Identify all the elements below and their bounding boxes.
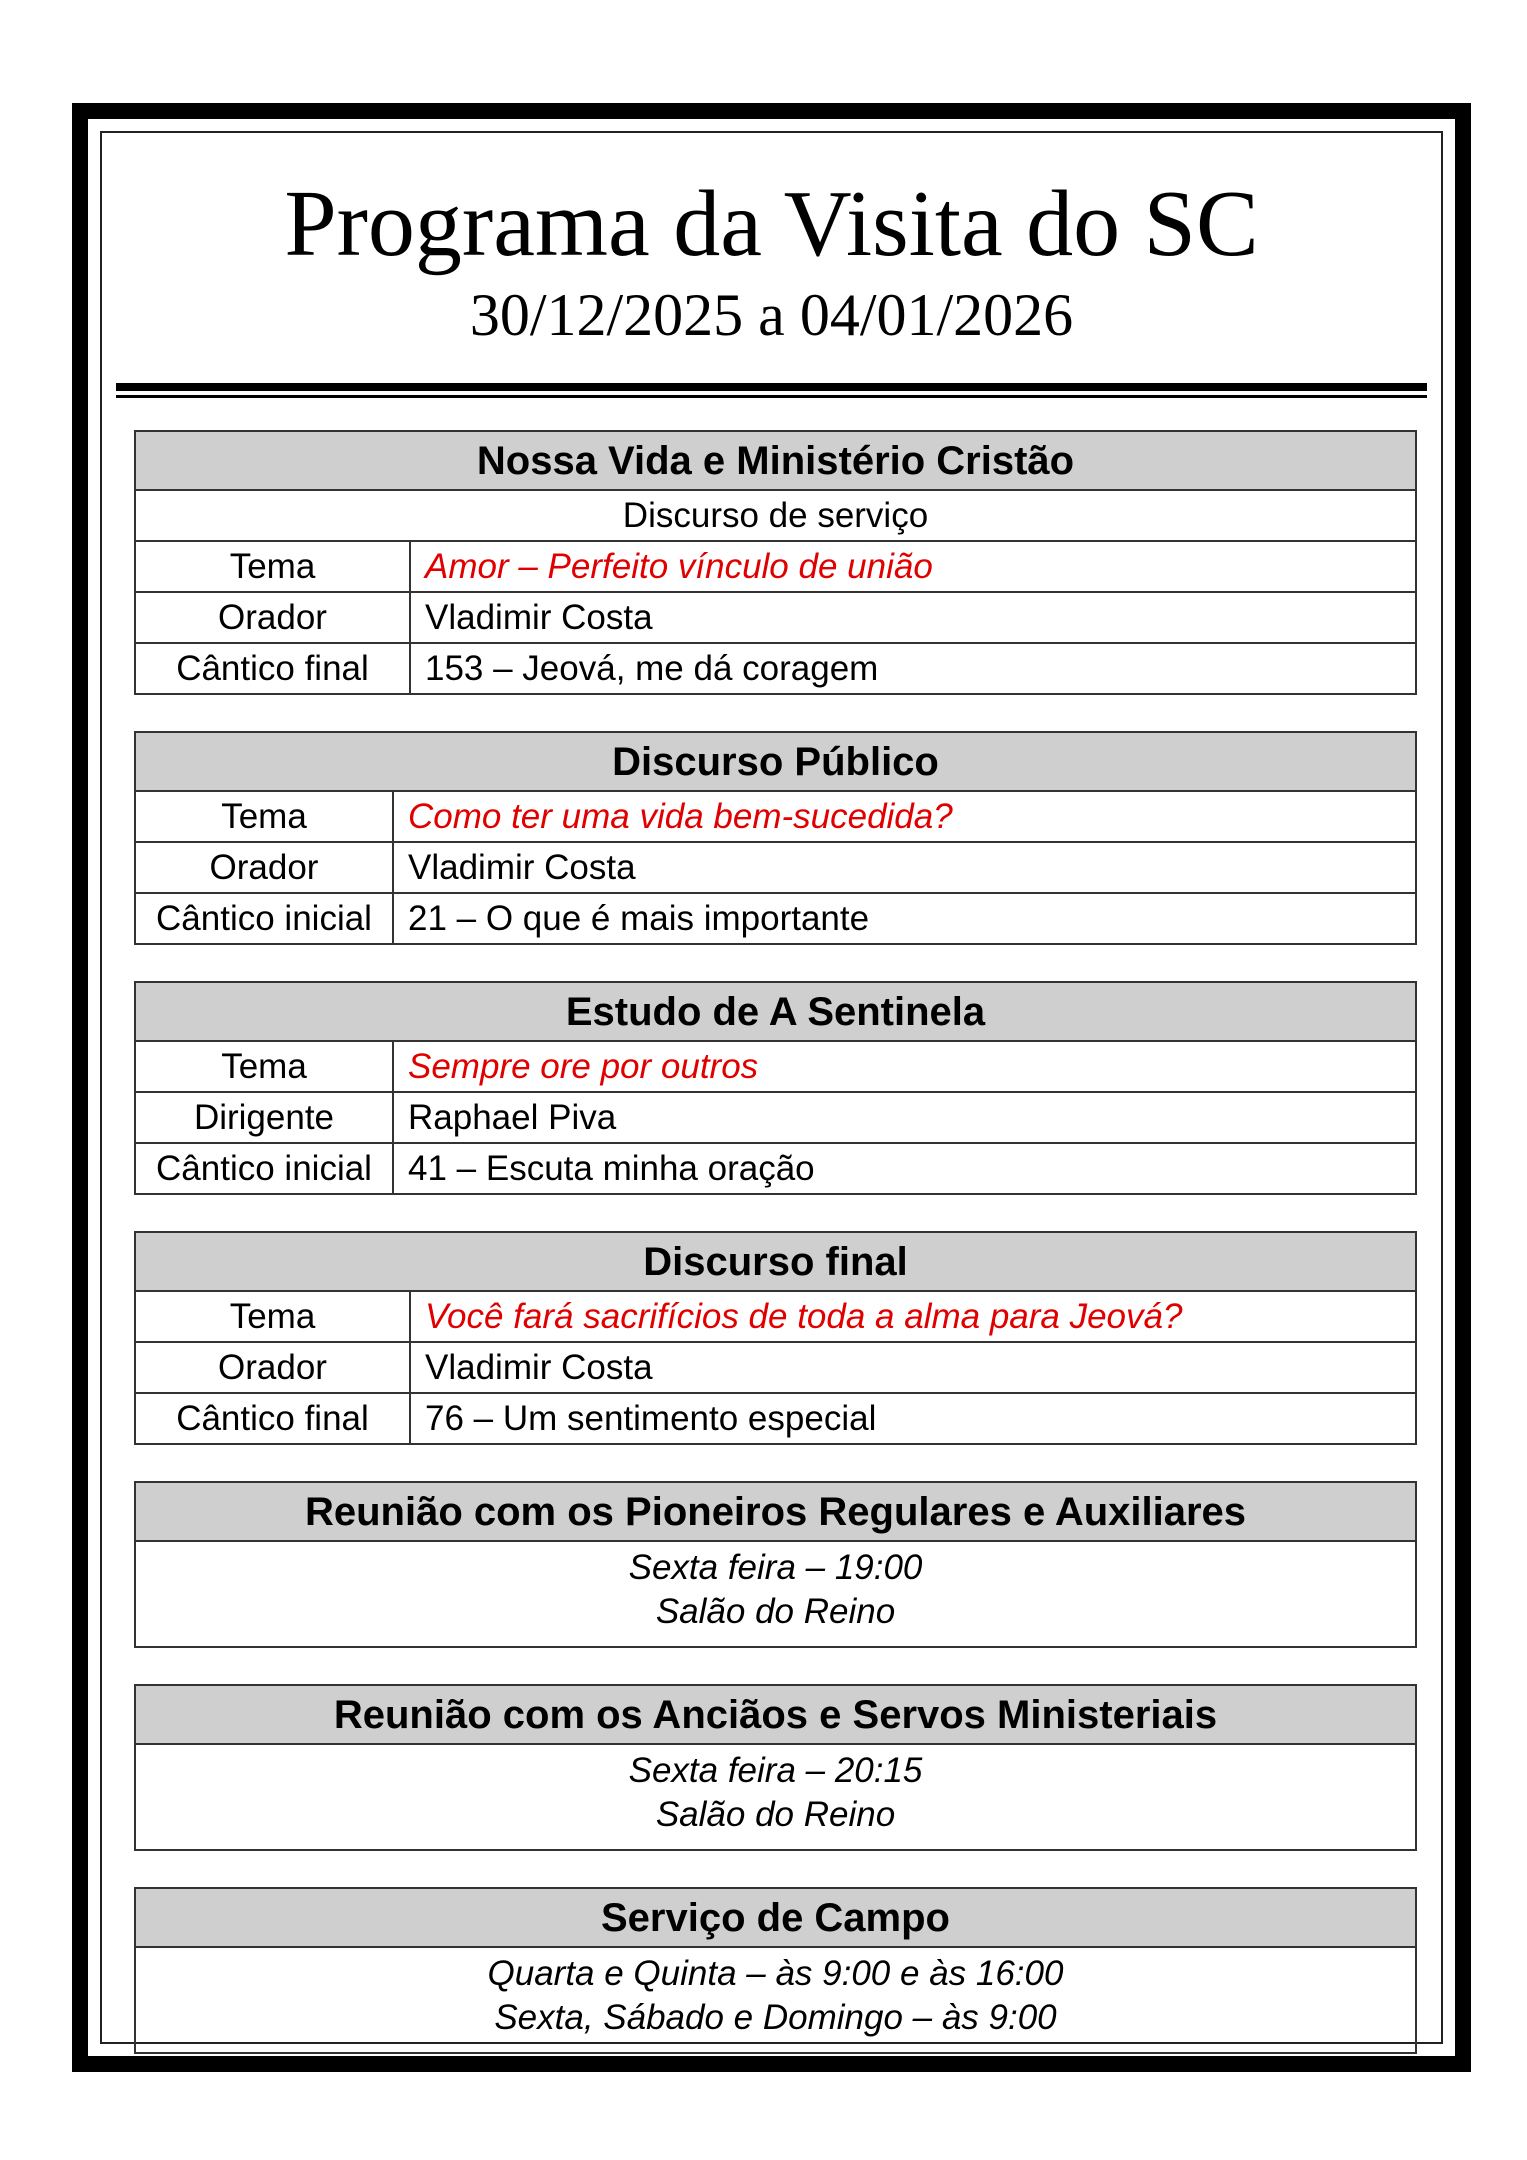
- table-row: [135, 893, 1416, 944]
- schedule-line: Sexta, Sábado e Domingo – às 9:00: [494, 1998, 1057, 2037]
- row-value: 21 – O que é mais importante: [393, 893, 1416, 944]
- row-label: Tema: [135, 1041, 393, 1092]
- row-value: 153 – Jeová, me dá coragem: [410, 643, 1416, 694]
- row-label: Orador: [135, 1342, 410, 1393]
- table-row: [135, 791, 1416, 842]
- schedule-line: Quarta e Quinta – às 9:00 e às 16:00: [487, 1954, 1064, 1993]
- section-header: Estudo de A Sentinela: [135, 982, 1416, 1041]
- table-row: [135, 1041, 1416, 1092]
- section-reuniao-anciaos: [134, 1684, 1417, 1851]
- row-label: Tema: [135, 541, 410, 592]
- section-header: Reunião com os Anciãos e Servos Ministeriais: [135, 1685, 1416, 1744]
- section-header: Nossa Vida e Ministério Cristão: [135, 431, 1416, 490]
- section-servico-campo: [134, 1887, 1417, 2054]
- divider-thin: [116, 395, 1427, 398]
- inner-border: [100, 131, 1443, 2044]
- row-label: Tema: [135, 791, 393, 842]
- section-subtitle: Discurso de serviço: [135, 490, 1416, 541]
- table-row: [135, 1291, 1416, 1342]
- row-value: Raphael Piva: [393, 1092, 1416, 1143]
- section-reuniao-pioneiros: [134, 1481, 1417, 1648]
- table-row: [135, 1143, 1416, 1194]
- section-header: Discurso Público: [135, 732, 1416, 791]
- row-value: Vladimir Costa: [393, 842, 1416, 893]
- table-row: [135, 1342, 1416, 1393]
- row-label: Cântico final: [135, 643, 410, 694]
- table-row: [135, 1092, 1416, 1143]
- row-label: Cântico final: [135, 1393, 410, 1444]
- row-value: Amor – Perfeito vínculo de união: [410, 541, 1416, 592]
- section-nossa-vida: [134, 430, 1417, 695]
- row-value: Você fará sacrifícios de toda a alma para Jeová?: [410, 1291, 1416, 1342]
- location-line: Salão do Reino: [655, 1795, 896, 1834]
- section-discurso-publico: [134, 731, 1417, 945]
- table-row: [135, 842, 1416, 893]
- row-value: 41 – Escuta minha oração: [393, 1143, 1416, 1194]
- section-header: Discurso final: [135, 1232, 1416, 1291]
- table-row: [135, 592, 1416, 643]
- section-header: Serviço de Campo: [135, 1888, 1416, 1947]
- row-value: Vladimir Costa: [410, 1342, 1416, 1393]
- location-line: Salão do Reino: [655, 1592, 896, 1631]
- table-row: [135, 541, 1416, 592]
- section-estudo-sentinela: [134, 981, 1417, 1195]
- row-label: Tema: [135, 1291, 410, 1342]
- row-label: Dirigente: [135, 1092, 393, 1143]
- row-value: 76 – Um sentimento especial: [410, 1393, 1416, 1444]
- table-row: [135, 1393, 1416, 1444]
- section-discurso-final: [134, 1231, 1417, 1445]
- table-row: [135, 643, 1416, 694]
- schedule-line: Sexta feira – 20:15: [628, 1751, 923, 1790]
- row-label: Orador: [135, 842, 393, 893]
- row-value: Sempre ore por outros: [393, 1041, 1416, 1092]
- row-value: Como ter uma vida bem-sucedida?: [393, 791, 1416, 842]
- row-label: Orador: [135, 592, 410, 643]
- row-label: Cântico inicial: [135, 1143, 393, 1194]
- row-label: Cântico inicial: [135, 893, 393, 944]
- row-value: Vladimir Costa: [410, 592, 1416, 643]
- date-range: 30/12/2025 a 04/01/2026: [469, 282, 1074, 348]
- sections: [134, 430, 1417, 2090]
- section-header: Reunião com os Pioneiros Regulares e Auxiliares: [135, 1482, 1416, 1541]
- divider-thick: [116, 383, 1427, 391]
- page-title: Programa da Visita do SC: [284, 172, 1259, 276]
- page-border: [72, 103, 1471, 2072]
- schedule-line: Sexta feira – 19:00: [628, 1548, 923, 1587]
